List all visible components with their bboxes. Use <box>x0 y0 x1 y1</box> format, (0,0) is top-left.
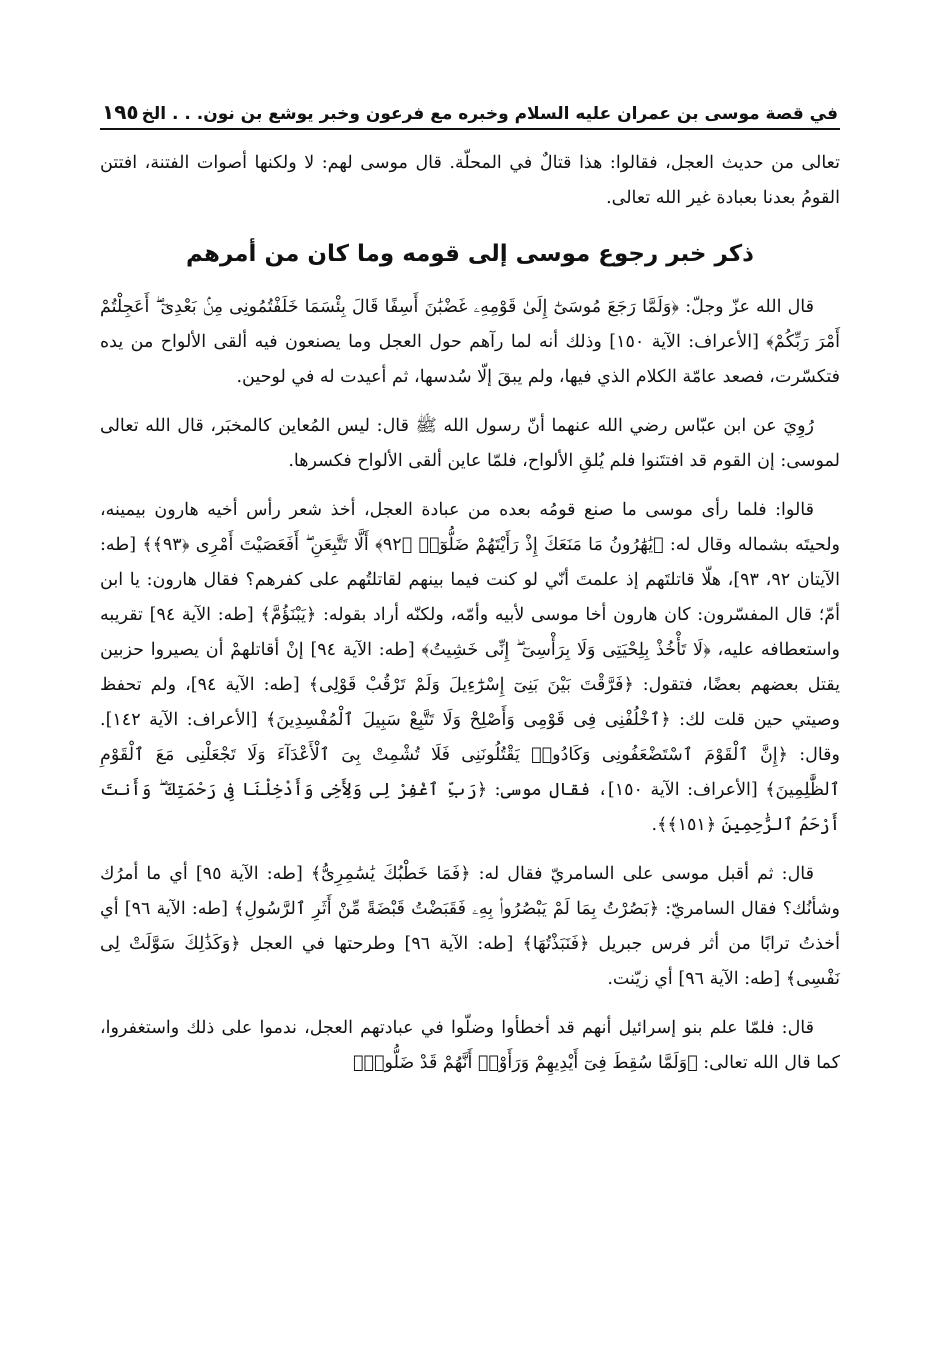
intro-paragraph: تعالى من حديث العجل، فقالوا: هذا قتالٌ في المحلّة. قال موسى لهم: لا ولكنها أصوات الفتنة، افتتن القومُ بعدنا بعبادة غير الله تعالى. <box>100 153 840 208</box>
paragraph-3: قالوا: فلما رأى موسى ما صنع قومُه بعده من عبادة العجل، أخذ شعر رأس أخيه هارون بيمينه، ولحيتَه بشماله وقال له: ﴿يَٰهَٰرُونُ مَا مَنَعَكَ إِذْ رَأَيْتَهُمْ ضَلُّوٓا۟ ﴿٩٢﴾ أَلَّا تَتَّبِعَنِ ۖ أَفَعَصَيْتَ أَمْرِى ﴿٩٣﴾﴾ [طه: الآيتان ٩٢، ٩٣]، هلّا قاتلتَهم إذ علمتَ أنّي لو كنت فيما بينهم لقاتلتُهم على كفرهم؟ فقال هارون: يا ابن أمّ؛ قال المفسّرون: كان هارون أخا موسى لأبيه وأمّه، ولكنّه أراد بقوله: ﴿يَبْنَؤُمَّ﴾ [طه: الآية ٩٤] تقريبه واستعطافه عليه، ﴿لَا تَأْخُذْ بِلِحْيَتِى وَلَا بِرَأْسِىٓ ۖ إِنِّى خَشِيتُ﴾ [طه: الآية ٩٤] إنْ أقاتلهمْ أن يصيروا حزبين يقتل بعضهم بعضًا، فتقول: ﴿فَرَّقْتَ بَيْنَ بَنِىٓ إِسْرَٰٓءِيلَ وَلَمْ تَرْقُبْ قَوْلِى﴾ [طه: الآية ٩٤]، ولم تحفظ وصيتي حين قلت لك: ﴿ٱخْلُفْنِى فِى قَوْمِى وَأَصْلِحْ وَلَا تَتَّبِعْ سَبِيلَ ٱلْمُفْسِدِينَ﴾ [الأعراف: الآية ١٤٢]. وقال: ﴿إِنَّ ٱلْقَوْمَ ٱسْتَضْعَفُونِى وَكَادُوا۟ يَقْتُلُونَنِى فَلَا تُشْمِتْ بِىَ ٱلْأَعْدَآءَ وَلَا تَجْعَلْنِى مَعَ ٱلْقَوْمِ ٱلظَّٰلِمِينَ﴾ [الأعراف: الآية ١٥٠]، فقال موسى: ﴿رَبِّ ٱغْفِرْ لِى وَلِأَخِى وَأَدْخِلْنَا فِى رَحْمَتِكَ ۖ وَأَنتَ أَرْحَمُ ٱلرَّٰحِمِينَ ﴿١٥١﴾﴾. <box>100 500 841 835</box>
book-page <box>100 86 840 1095</box>
running-title: في قصة موسى بن عمران عليه السلام وخبره مع فرعون وخبر يوشع بن نون. . . الخ <box>141 104 838 124</box>
paragraph-4: قال: ثم أقبل موسى على السامريّ فقال له: ﴿فَمَا خَطْبُكَ يَٰسَٰمِرِىُّ﴾ [طه: الآية ٩٥] أي ما أمرُك وشأنُك؟ فقال السامريّ: ﴿بَصُرْتُ بِمَا لَمْ يَبْصُرُوا۟ بِهِۦ فَقَبَضْتُ قَبْضَةً مِّنْ أَثَرِ ٱلرَّسُولِ﴾ [طه: الآية ٩٦] أي أخذتُ ترابًا من أثر فرس جبريل ﴿فَنَبَذْتُهَا﴾ [طه: الآية ٩٦] وطرحتها في العجل ﴿وَكَذَٰلِكَ سَوَّلَتْ لِى نَفْسِى﴾ [طه: الآية ٩٦] أي زيّنت. <box>100 864 840 989</box>
section-title: ذكر خبر رجوع موسى إلى قومه وما كان من أمرهم <box>186 241 754 267</box>
running-header <box>100 86 840 130</box>
paragraph-2: رُوِيَ عن ابن عبّاس رضي الله عنهما أنّ رسول الله ﷺ قال: ليس المُعاين كالمخبَر، قال الله تعالى لموسى: إن القوم قد افتتَنوا فلم يُلقِ الألواح، فلمّا عاين ألقى الألواح فكسرها. <box>100 416 840 471</box>
paragraph-5: قال: فلمّا علم بنو إسرائيل أنهم قد أخطأوا وضلّوا في عبادتهم العجل، ندموا على ذلك واستغفروا، كما قال الله تعالى: ﴿وَلَمَّا سُقِطَ فِىٓ أَيْدِيهِمْ وَرَأَوْا۟ أَنَّهُمْ قَدْ ضَلُّوا۟﴾ <box>100 1018 840 1073</box>
paragraph-1: قال الله عزّ وجلّ: ﴿وَلَمَّا رَجَعَ مُوسَىٰٓ إِلَىٰ قَوْمِهِۦ غَضْبَٰنَ أَسِفًا قَالَ بِئْسَمَا خَلَفْتُمُونِى مِنۢ بَعْدِىٓ ۖ أَعَجِلْتُمْ أَمْرَ رَبِّكُمْ﴾ [الأعراف: الآية ١٥٠] وذلك أنه لما رآهم حول العجل وما يصنعون فيه ألقى الألواح من يده فتكسّرت، فصعد عامّة الكلام الذي فيها، ولم يبقَ إلّا سُدسها، ثم أعيدت له في لوحين. <box>100 297 840 387</box>
page-number: ١٩٥ <box>102 100 139 124</box>
